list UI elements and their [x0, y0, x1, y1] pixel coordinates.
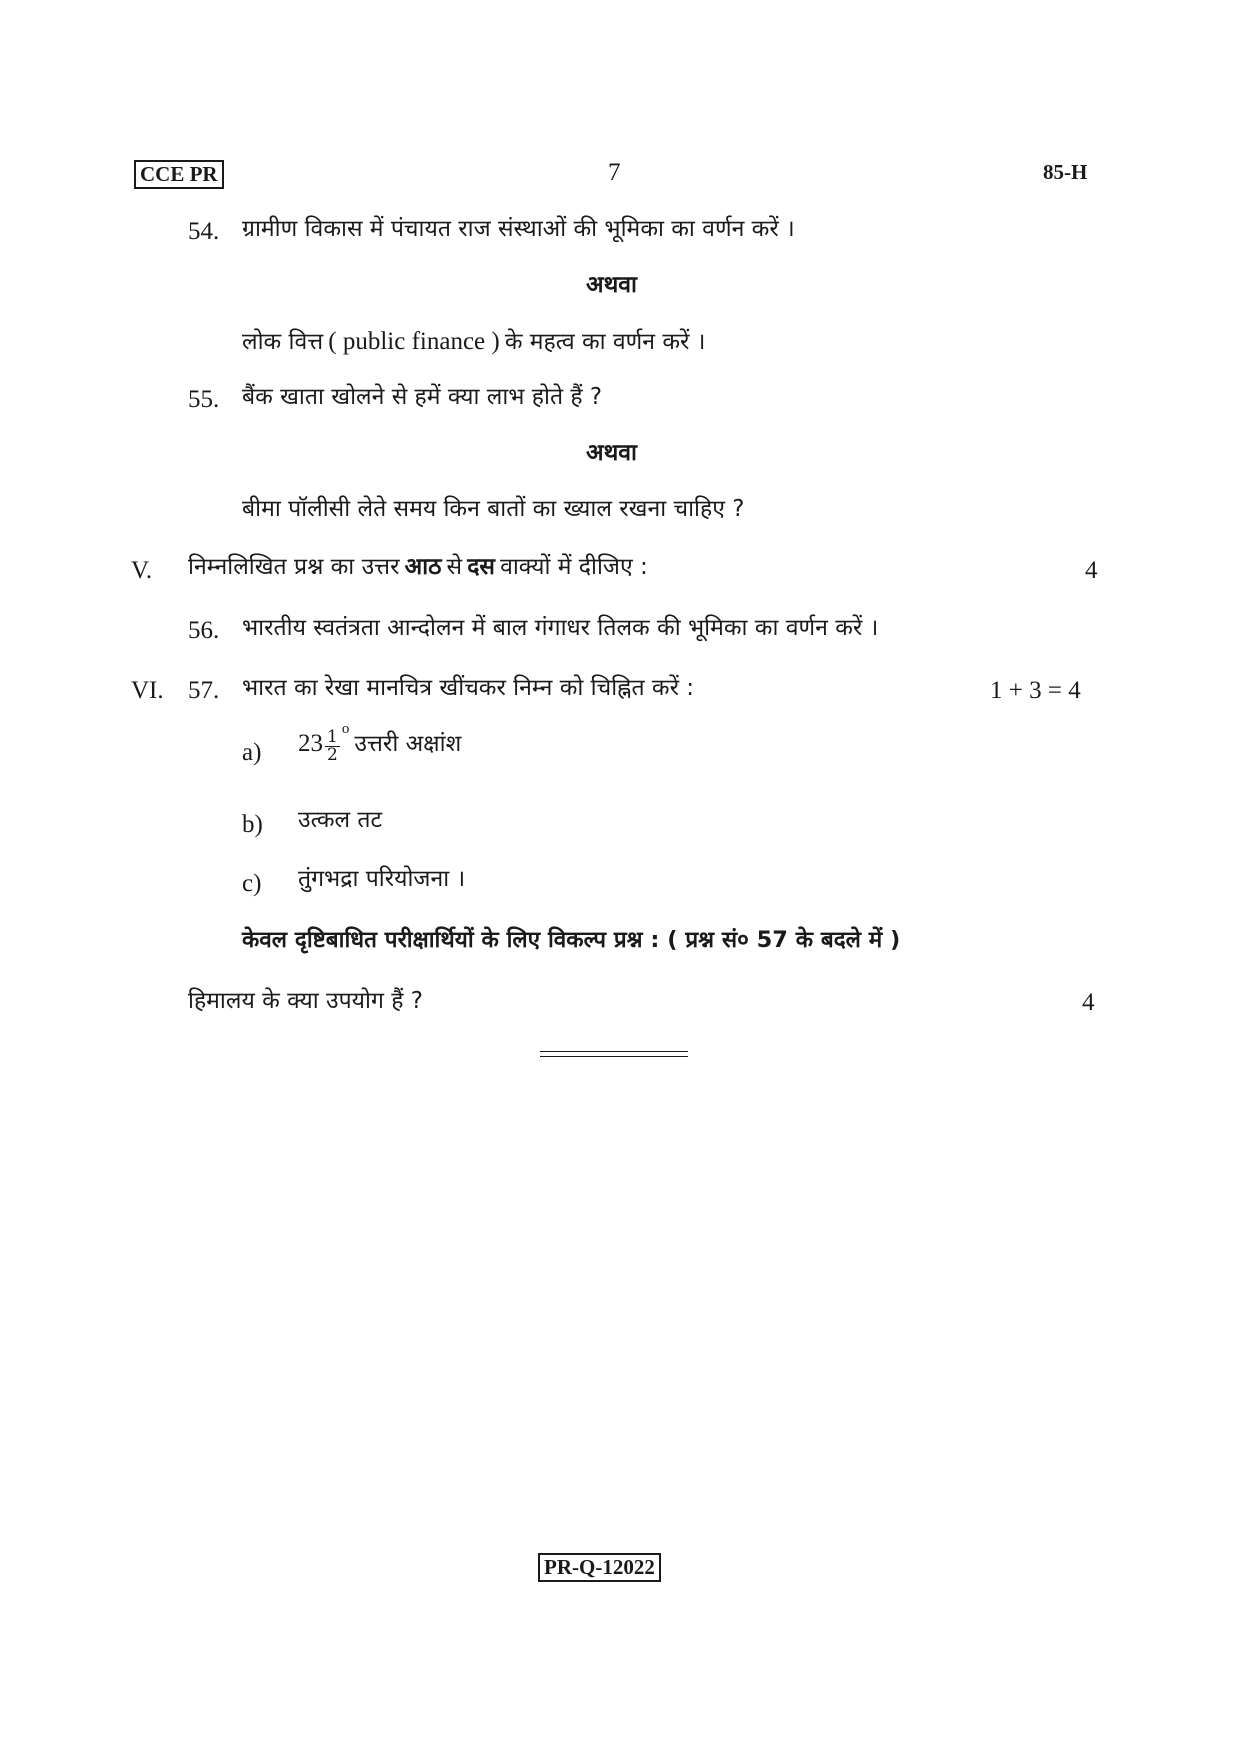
- section-vi-roman: VI.: [131, 677, 164, 704]
- paper-code-right: 85-H: [1043, 160, 1088, 184]
- section-v-roman: V.: [131, 557, 153, 584]
- latitude-whole: 23: [298, 730, 323, 757]
- q54-alt-pre: लोक वित्त: [242, 329, 324, 355]
- end-rule-bottom: [540, 1056, 688, 1057]
- fraction-numerator: 1: [327, 727, 338, 747]
- latitude-fraction: [325, 729, 340, 764]
- page-number: 7: [608, 159, 621, 186]
- question-number-57: 57.: [188, 677, 220, 704]
- question-57-text: भारत का रेखा मानचित्र खींचकर निम्न को चिह्नित करें :: [242, 675, 695, 701]
- or-label-55: अथवा: [586, 440, 638, 466]
- degree-sign: o: [341, 721, 350, 737]
- or-label-54: अथवा: [586, 272, 638, 298]
- section-v-marks: 4: [1085, 557, 1098, 584]
- item-a-latitude: [298, 722, 461, 764]
- item-a-text: उत्तरी अक्षांश: [354, 731, 462, 757]
- end-rule-top: [540, 1051, 688, 1052]
- question-55-text: बैंक खाता खोलने से हमें क्या लाभ होते हैं ?: [242, 384, 603, 410]
- item-a-label: a): [242, 739, 262, 766]
- question-56-text: भारतीय स्वतंत्रता आन्दोलन में बाल गंगाधर तिलक की भूमिका का वर्णन करें ।: [242, 615, 879, 641]
- footer-code: PR-Q-12022: [538, 1553, 661, 1582]
- item-b-text: उत्कल तट: [298, 807, 383, 833]
- question-number-54: 54.: [188, 218, 220, 245]
- visually-impaired-heading: केवल दृष्टिबाधित परीक्षार्थियों के लिए विकल्प प्रश्न : ( प्रश्न सं० 57 के बदले में ): [242, 927, 901, 953]
- q54-alt-english: ( public finance ): [328, 328, 500, 355]
- section-v-instruction: [188, 556, 648, 579]
- q54-alt-post: के महत्व का वर्णन करें ।: [504, 329, 706, 355]
- section-v-instr-pre: निम्नलिखित प्रश्न का उत्तर: [188, 554, 400, 580]
- question-54-text: ग्रामीण विकास में पंचायत राज संस्थाओं की भूमिका का वर्णन करें ।: [242, 216, 795, 242]
- section-v-instr-bold-2: दस: [467, 554, 495, 580]
- question-55-alternative: बीमा पॉलीसी लेते समय किन बातों का ख्याल रखना चाहिए ?: [242, 496, 745, 522]
- alternative-question-marks: 4: [1082, 989, 1095, 1016]
- item-c-text: तुंगभद्रा परियोजना ।: [298, 866, 466, 892]
- question-57-marks: 1 + 3 = 4: [990, 677, 1081, 704]
- fraction-denominator: 2: [327, 745, 338, 765]
- section-v-instr-mid: से: [446, 554, 463, 580]
- question-54-alternative: [242, 329, 705, 354]
- item-b-label: b): [242, 811, 263, 838]
- question-number-55: 55.: [188, 386, 220, 413]
- paper-code-left: CCE PR: [134, 160, 224, 189]
- question-number-56: 56.: [188, 617, 220, 644]
- section-v-instr-bold-1: आठ: [404, 554, 442, 580]
- alternative-question: हिमालय के क्या उपयोग हैं ?: [188, 988, 423, 1014]
- item-c-label: c): [242, 870, 262, 897]
- section-v-instr-post: वाक्यों में दीजिए :: [500, 554, 648, 580]
